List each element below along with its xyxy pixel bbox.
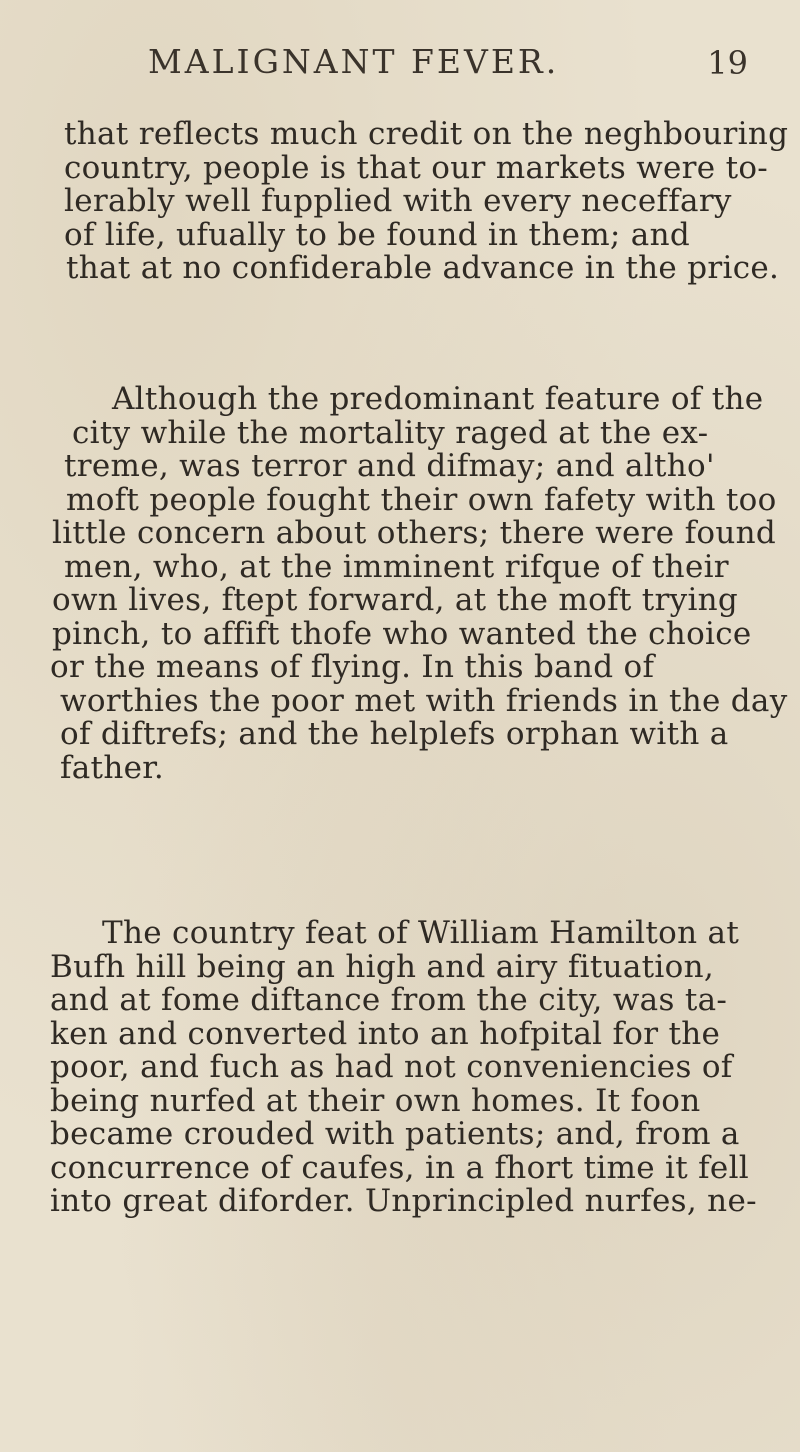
text-line: father. [60,749,165,786]
text-line: or the means of flying. In this band of [50,649,655,685]
text-line: country, people is that our markets were to- [64,149,769,186]
text-line: lerably well fupplied with every neceffary [64,183,732,219]
text-line: Bufh hill being an high and airy fituation, [50,948,714,985]
text-line: Although the predominant feature of the [112,381,764,417]
text-line: worthies the poor met with friends in the day [60,682,788,719]
text-line: treme, was terror and difmay; and altho' [64,448,715,484]
text-line: city while the mortality raged at the ex- [72,414,709,451]
text-line: being nurfed at their own homes. It foon [50,1082,701,1119]
text-line: pinch, to affift thofe who wanted the choice [52,615,752,652]
paragraph-2 [50,383,790,785]
text-line: that at no confiderable advance in the price. [66,250,780,286]
running-title: MALIGNANT FEVER. [148,42,560,81]
text-line: and at fome diftance from the city, was ta- [50,982,728,1018]
text-line: of diftrefs; and the helplefs orphan with a [60,716,729,752]
page-number: 19 [707,44,748,82]
text-line: little concern about others; there were found [52,515,777,551]
text-line: men, who, at the imminent rifque of their [64,548,729,585]
text-line: became crouded with patients; and, from a [50,1116,740,1152]
text-line: own lives, ftept forward, at the moft trying [52,582,739,618]
paragraph-1 [50,118,790,286]
text-line: of life, ufually to be found in them; and [64,216,691,253]
text-line: into great diforder. Unprincipled nurfes, ne- [50,1183,757,1219]
text-line: The country feat of William Hamilton at [102,915,740,951]
text-line: ken and converted into an hofpital for the [50,1015,721,1052]
text-line: concurrence of caufes, in a fhort time it fell [50,1149,750,1186]
running-head [148,42,748,92]
text-line: poor, and fuch as had not conveniencies of [50,1049,733,1085]
text-line: moft people fought their own fafety with too [66,481,777,518]
text-line: that reflects much credit on the neghbouring [64,116,789,152]
paragraph-3 [50,917,790,1219]
